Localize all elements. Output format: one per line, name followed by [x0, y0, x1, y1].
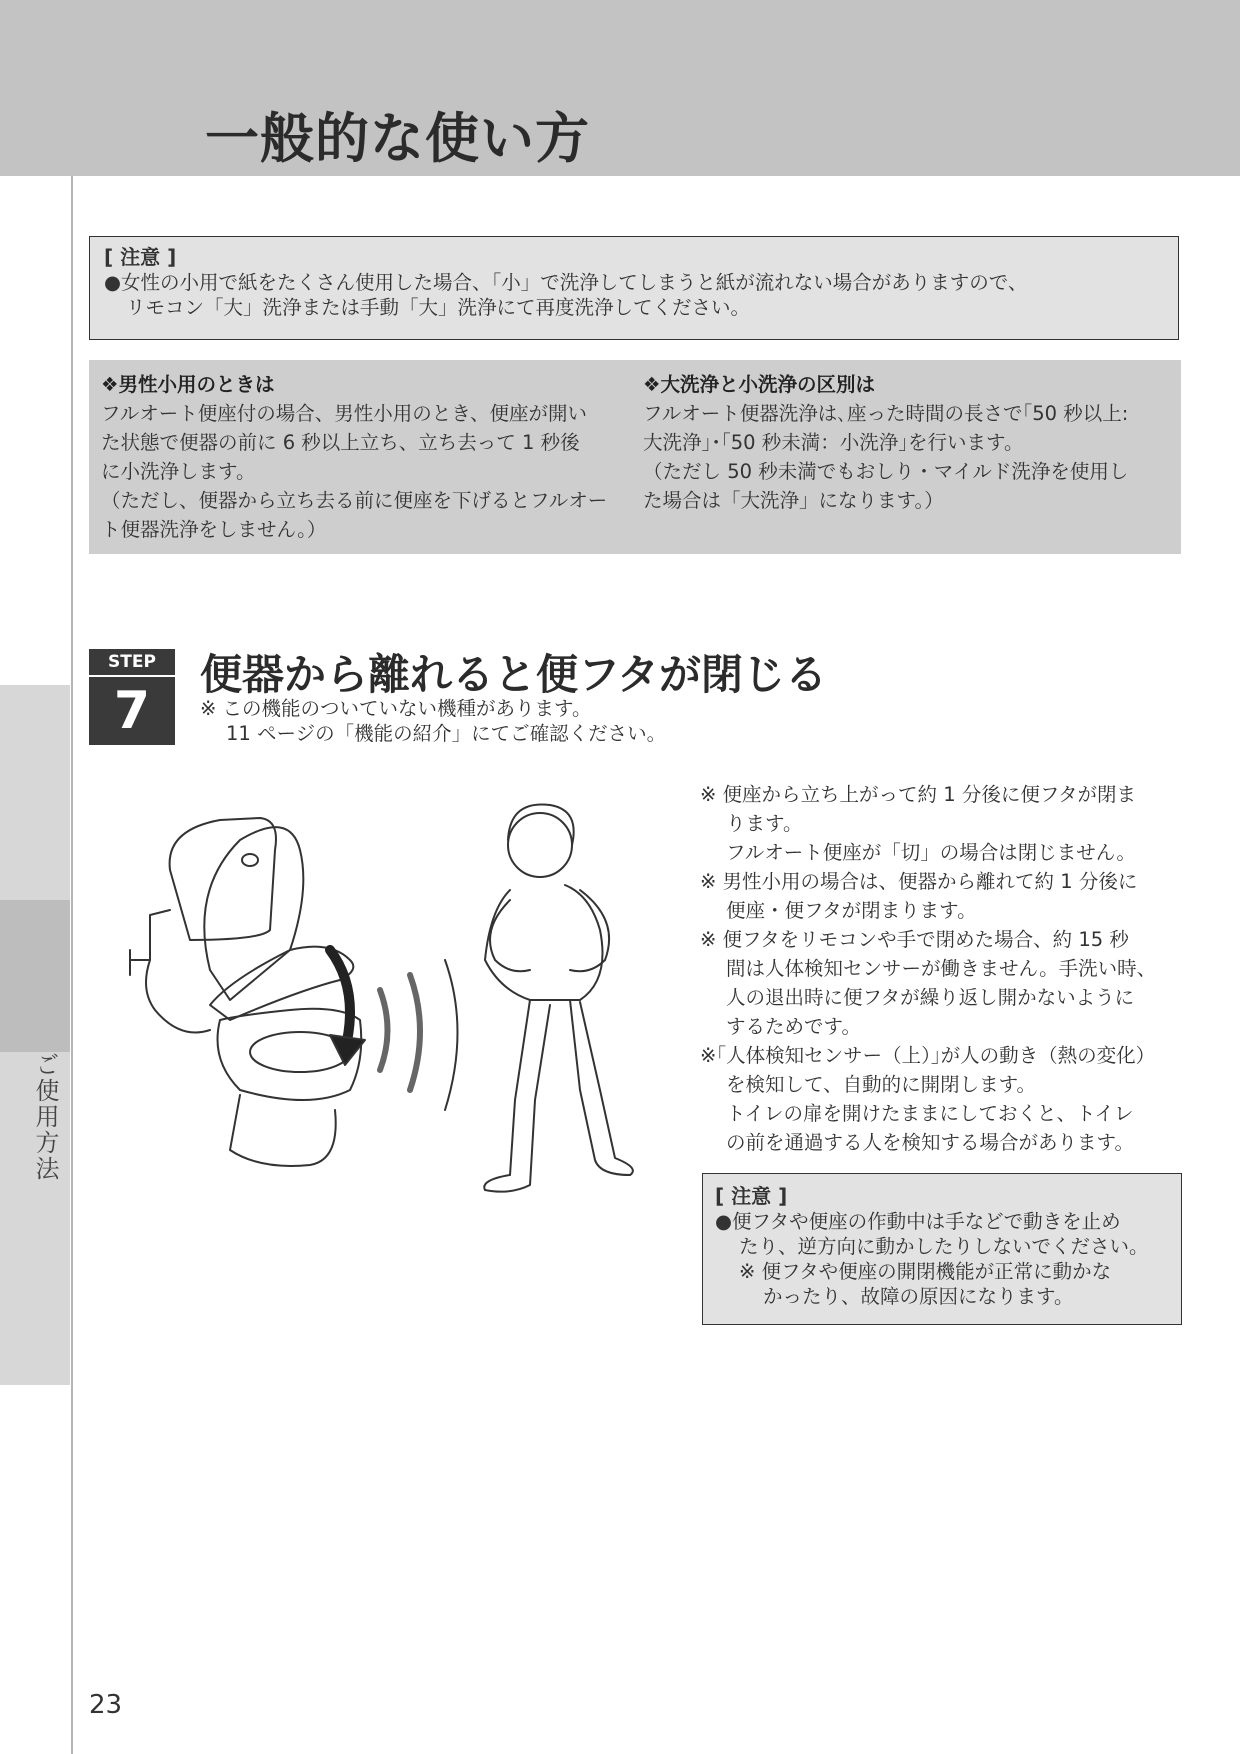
- info-line: フルオート便器洗浄は､座った時間の長さで｢50 秒以上:: [643, 402, 1129, 425]
- info-line: た状態で便器の前に 6 秒以上立ち、立ち去って 1 秒後: [101, 431, 580, 454]
- info-line: た場合は「大洗浄」になります。）: [643, 489, 944, 512]
- note-line: の前を通過する人を検知する場合があります。: [726, 1131, 1134, 1154]
- note-line: ※ 便座から立ち上がって約 1 分後に便フタが閉ま: [700, 783, 1136, 806]
- person-head: [508, 813, 572, 877]
- side-rule: [71, 176, 73, 1754]
- person-body: [485, 885, 603, 1000]
- person-leg-right: [570, 1000, 633, 1175]
- note-line: するためです。: [726, 1015, 861, 1038]
- caution-line: かったり、故障の原因になります。: [763, 1285, 1074, 1308]
- toilet-base: [230, 1095, 336, 1166]
- note-line: 間は人体検知センサーが働きません。手洗い時、: [726, 957, 1157, 980]
- info-flush-distinction: [643, 370, 1173, 515]
- note-line: 人の退出時に便フタが繰り返し開かないように: [726, 986, 1135, 1009]
- note-line: トイレの扉を開けたままにしておくと、トイレ: [726, 1102, 1134, 1125]
- caution-heading: [ 注意 ]: [104, 245, 177, 269]
- info-heading: ❖大洗浄と小洗浄の区別は: [643, 373, 875, 396]
- sensor-wave-icon: [410, 975, 420, 1090]
- info-line: フルオート便座付の場合、男性小用のとき、便座が開い: [101, 402, 587, 425]
- info-line: （ただし、便器から立ち去る前に便座を下げるとフルオー: [101, 489, 608, 512]
- section-label: ご使用方法: [31, 1052, 59, 1182]
- caution-line: ※ 便フタや便座の開閉機能が正常に動かな: [739, 1260, 1112, 1283]
- note-line: を検知して、自動的に開閉します。: [726, 1073, 1037, 1096]
- side-tab-active-section: [0, 900, 70, 1052]
- note-line: ります。: [726, 812, 803, 835]
- note-line: フルオート便座が「切」の場合は閉じません。: [726, 841, 1136, 864]
- person-leg-left: [484, 1000, 550, 1192]
- note-line: ※｢人体検知センサー（上）｣が人の動き（熱の変化）: [700, 1044, 1156, 1067]
- step-note-line: ※ この機能のついていない機種があります。: [200, 697, 592, 720]
- step-note: [200, 696, 666, 746]
- lid-hinge-sensor: [242, 854, 258, 866]
- page-number: 23: [89, 1690, 123, 1720]
- page-title: 一般的な使い方: [205, 107, 590, 170]
- step-label: STEP: [89, 649, 175, 675]
- step-badge: [89, 649, 175, 745]
- info-heading: ❖男性小用のときは: [101, 373, 275, 396]
- info-male-urination: [101, 370, 631, 544]
- caution-box-top: [89, 236, 1179, 340]
- info-band: [89, 360, 1181, 554]
- step-title: 便器から離れると便フタが閉じる: [200, 650, 828, 699]
- caution-box-right: [702, 1173, 1182, 1325]
- header-band: [0, 0, 1240, 176]
- step-number: 7: [89, 677, 175, 745]
- sensor-wave-icon: [445, 960, 458, 1110]
- notes-list: [700, 780, 1170, 1157]
- toilet-tank: [170, 818, 276, 940]
- step-note-line: 11 ページの「機能の紹介」にてご確認ください。: [226, 722, 667, 745]
- note-line: ※ 男性小用の場合は、便器から離れて約 1 分後に: [700, 870, 1138, 893]
- note-line: 便座・便フタが閉まります。: [726, 899, 977, 922]
- caution-line: リモコン「大」洗浄または手動「大」洗浄にて再度洗浄してください。: [126, 296, 751, 319]
- info-line: ト便器洗浄をしません。）: [101, 518, 327, 541]
- info-line: に小洗浄します。: [101, 460, 256, 483]
- caution-line: ●女性の小用で紙をたくさん使用した場合、「小」で洗浄してしまうと紙が流れない場合がありますので、: [104, 271, 1028, 294]
- info-line: 大洗浄｣･｢50 秒未満：小洗浄｣を行います。: [643, 431, 1024, 454]
- note-line: ※ 便フタをリモコンや手で閉めた場合、約 15 秒: [700, 928, 1129, 951]
- toilet-lid-open: [204, 827, 303, 1000]
- sensor-wave-icon: [380, 990, 388, 1070]
- caution-line: ●便フタや便座の作動中は手などで動きを止め: [715, 1210, 1121, 1233]
- caution-line: たり、逆方向に動かしたりしないでください。: [739, 1235, 1149, 1258]
- caution-heading: [ 注意 ]: [715, 1184, 788, 1208]
- toilet-and-person-illustration: [110, 790, 650, 1230]
- water-pipe: [130, 910, 210, 1033]
- info-line: （ただし 50 秒未満でもおしり・マイルド洗浄を使用し: [643, 460, 1129, 483]
